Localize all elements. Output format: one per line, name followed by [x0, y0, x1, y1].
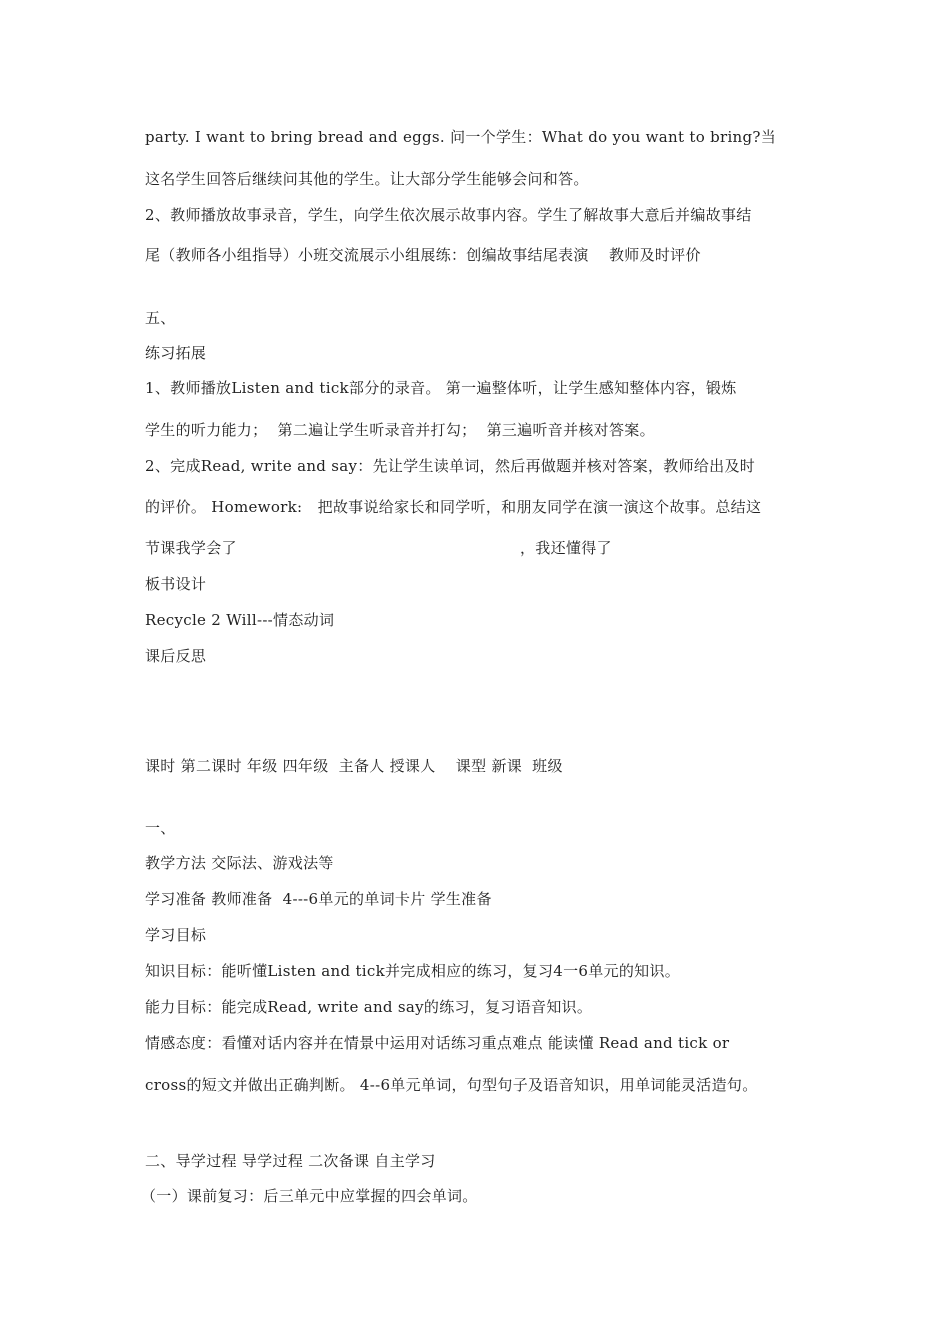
- board-heading: 板书设计: [145, 575, 207, 593]
- emotion-goal-cont: cross的短文并做出正确判断。 4--6单元单词，句型句子及语音知识，用单词能灵活造句。: [145, 1076, 758, 1094]
- goals-heading: 学习目标: [145, 926, 207, 944]
- list-item: （一）课前复习：后三单元中应掌握的四会单词。: [141, 1187, 478, 1205]
- section-number: 一、: [145, 819, 176, 837]
- paragraph-line: 尾（教师各小组指导）小班交流展示小组展练：创编故事结尾表演 教师及时评价: [145, 246, 701, 264]
- section-heading: 练习拓展: [145, 344, 207, 362]
- paragraph-line: 1、教师播放Listen and tick部分的录音。 第一遍整体听，让学生感知整体内容，锻炼: [145, 379, 737, 397]
- emotion-goal: 情感态度：看懂对话内容并在情景中运用对话练习重点难点 能读懂 Read and tick or: [145, 1034, 730, 1052]
- paragraph-line: 的评价。 Homework: 把故事说给家长和同学听，和朋友同学在演一演这个故事。总结这: [145, 498, 762, 516]
- summary-start: 节课我学会了: [145, 539, 237, 557]
- knowledge-goal: 知识目标：能听懂Listen and tick并完成相应的练习，复习4一6单元的知识。: [145, 962, 681, 980]
- paragraph-line: 2、教师播放故事录音，学生，向学生依次展示故事内容。学生了解故事大意后并编故事结: [145, 206, 752, 224]
- learning-preparation: 学习准备 教师准备 4---6单元的单词卡片 学生准备: [145, 890, 492, 908]
- paragraph-line: party. I want to bring bread and eggs. 问一个学生：What do you want to bring?当: [145, 128, 777, 146]
- section-heading: 二、导学过程 导学过程 二次备课 自主学习: [145, 1152, 436, 1170]
- paragraph-line: 学生的听力能力； 第二遍让学生听录音并打勾； 第三遍听音并核对答案。: [145, 421, 655, 439]
- paragraph-line: 2、完成Read, write and say：先让学生读单词，然后再做题并核对答案，教师给出及时: [145, 457, 756, 475]
- board-content: Recycle 2 Will---情态动词: [145, 611, 335, 629]
- summary-end: ，我还懂得了: [520, 539, 612, 557]
- lesson-info: 课时 第二课时 年级 四年级 主备人 授课人 课型 新课 班级: [145, 757, 563, 775]
- teaching-method: 教学方法 交际法、游戏法等: [145, 854, 334, 872]
- ability-goal: 能力目标：能完成Read, write and say的练习，复习语音知识。: [145, 998, 593, 1016]
- reflection-heading: 课后反思: [145, 647, 207, 665]
- section-number: 五、: [145, 309, 176, 327]
- paragraph-line: 这名学生回答后继续问其他的学生。让大部分学生能够会问和答。: [145, 170, 589, 188]
